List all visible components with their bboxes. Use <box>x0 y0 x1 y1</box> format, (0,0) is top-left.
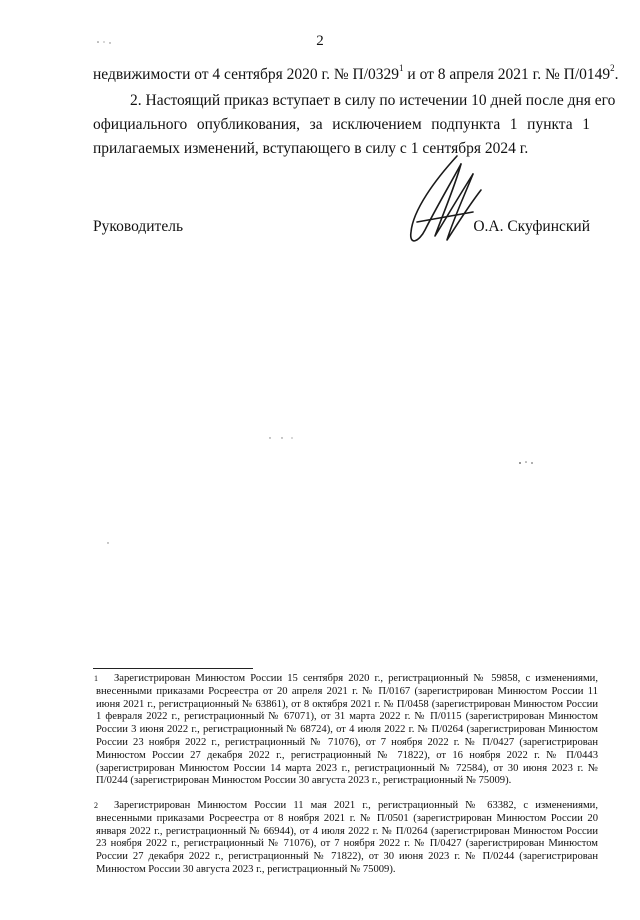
paragraph-2-line-2: официального опубликования, за исключением подпункта 1 пункта 1 <box>93 116 590 133</box>
footnote-1 <box>96 673 598 788</box>
footnote-2-text: Зарегистрирован Минюстом России 11 мая 2021 г., регистрационный № 63382, с изменениями, внесенными приказами Росреестра от 8 ноября 2021 г. № П/0501 (зарегистрирован Минюстом России 20 января 2022 г., регистрационный № 66944), от 4 июля 2022 г. № П/0264 (зарегистрирован Минюстом России 23 ноября 2022 г., регистрационный № 71076), от 7 ноября 2022 г. № П/0427 (зарегистрирован Минюстом России 27 декабря 2022 г., регистрационный № 71822), от 30 июня 2023 г. № П/0244 (зарегистрирован Минюстом России 30 августа 2023 г., регистрационный № 75009). <box>96 800 598 875</box>
paragraph-2-line-1: 2. Настоящий приказ вступает в силу по истечении 10 дней после дня его <box>130 92 616 109</box>
paragraph-1-text-end: . <box>614 66 619 83</box>
paragraph-1-line <box>93 63 619 85</box>
page-number: 2 <box>316 33 324 49</box>
paragraph-1-text: недвижимости от 4 сентября 2020 г. № П/0329 <box>93 66 400 83</box>
footnote-ref-2: 2 <box>610 63 615 73</box>
footnote-divider <box>93 668 253 669</box>
paragraph-1-text-mid: и от 8 апреля 2021 г. № П/0149 <box>403 66 611 83</box>
paragraph-2-line-3: прилагаемых изменений, вступающего в силу с 1 сентября 2024 г. <box>93 140 529 157</box>
signatory-name: О.А. Скуфинский <box>473 218 590 235</box>
footnote-2 <box>96 800 598 877</box>
signatory-title: Руководитель <box>93 218 184 235</box>
handwritten-signature <box>395 150 505 260</box>
footnote-1-mark: 1 <box>94 674 98 683</box>
footnote-2-mark: 2 <box>94 801 98 810</box>
footnote-1-text: Зарегистрирован Минюстом России 15 сентября 2020 г., регистрационный № 59858, с изменениями, внесенными приказами Росреестра от 20 апреля 2021 г. № П/0167 (зарегистрирован Минюстом России 11 июня 2021 г., регистрационный № 63861), от 8 октября 2021 г. № П/0458 (зарегистрирован Минюстом России 1 февраля 2022 г., регистрационный № 67071), от 31 марта 2022 г. № П/0115 (зарегистрирован Минюстом России 3 июня 2022 г., регистрационный № 68724), от 4 июля 2022 г. № П/0264 (зарегистрирован Минюстом России 23 ноября 2022 г., регистрационный № 71076), от 7 ноября 2022 г. № П/0427 (зарегистрирован Минюстом России 27 декабря 2022 г., регистрационный № 71822), от 16 ноября 2022 г. № П/0443 (зарегистрирован Минюстом России 14 марта 2023 г., регистрационный № 72584), от 30 июня 2023 г. № П/0244 (зарегистрирован Минюстом России 30 августа 2023 г., регистрационный № 75009). <box>96 673 598 787</box>
footnote-ref-1: 1 <box>399 63 404 73</box>
